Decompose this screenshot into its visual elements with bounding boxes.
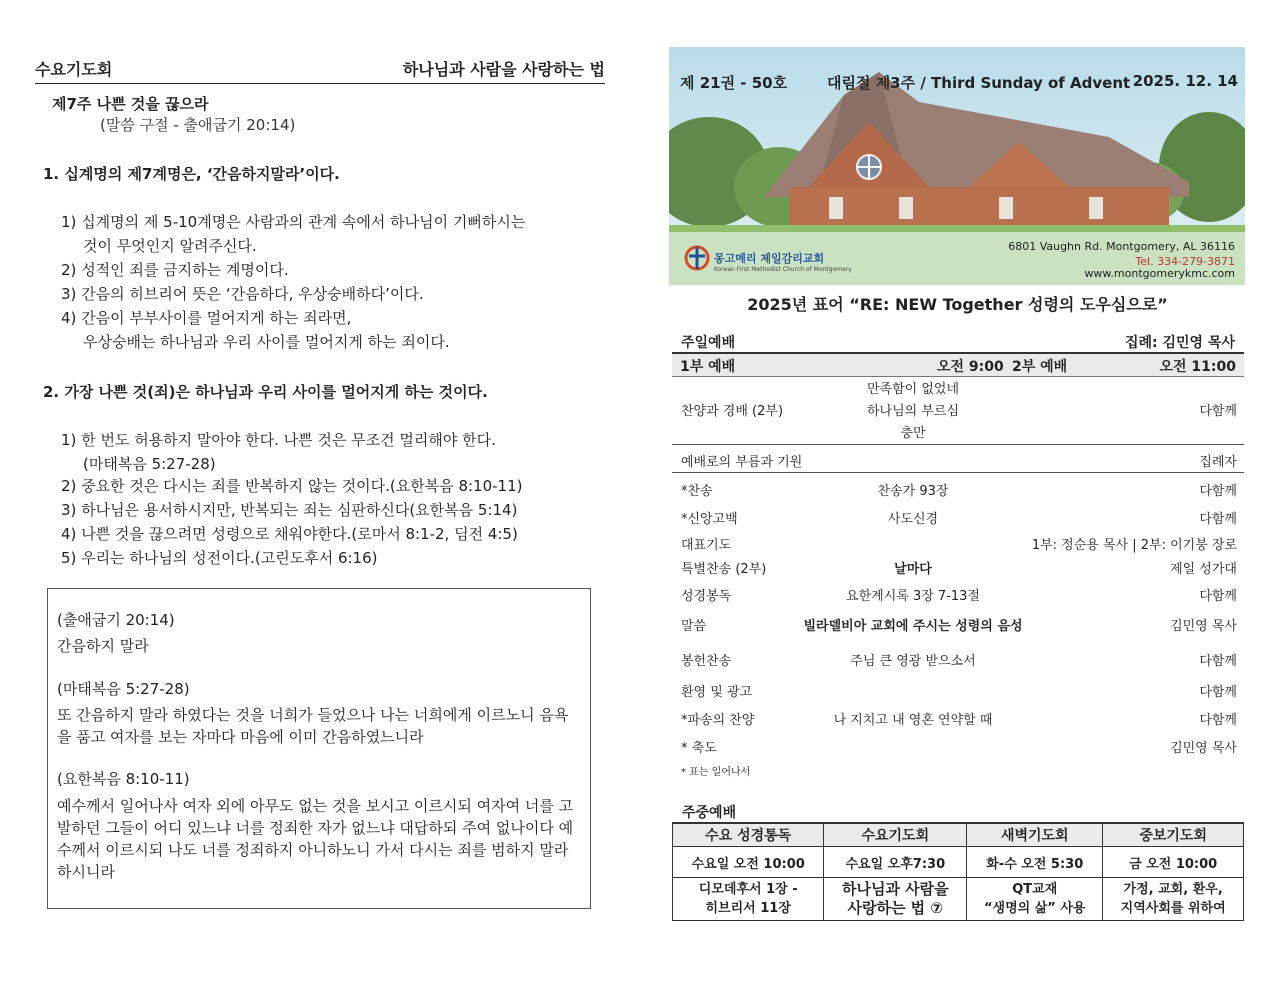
praise-song-3: 충만 — [900, 426, 926, 441]
weekday-time: 화-수 오전 5:30 — [967, 847, 1103, 878]
weekday-desc — [967, 878, 1103, 921]
order-item: 특별찬송 (2부) — [681, 562, 767, 577]
item-number: 4) — [61, 309, 77, 327]
weekday-desc — [673, 878, 824, 921]
weekday-time: 금 오전 10:00 — [1103, 847, 1244, 878]
header-right-title: 하나님과 사람을 사랑하는 법 — [402, 60, 605, 79]
weekday-desc — [1103, 878, 1244, 921]
item-number: 3) — [61, 501, 77, 519]
church-phone: Tel. 334-279-3871 — [1135, 255, 1235, 268]
order-divider — [672, 472, 1244, 473]
church-name-ko: 몽고메리 제일감리교회 — [714, 252, 825, 265]
order-item: 말씀 — [681, 619, 707, 634]
stand-note: * 표는 일어나서 — [681, 767, 751, 778]
order-by: 집례자 — [1199, 455, 1237, 470]
weekday-header: 새벽기도회 — [967, 823, 1103, 847]
section1-item-3 — [61, 282, 424, 306]
scripture-text-2: 또 간음하지 말라 하였다는 것을 너희가 들었으나 나는 너희에게 이르노니 음욕을 품고 여자를 보는 자마다 마음에 이미 간음하였느니라 — [57, 706, 569, 746]
section2-item-2 — [61, 474, 523, 498]
section1-item-4 — [61, 306, 450, 354]
item-text-cont: 것이 무엇인지 알려주신다. — [83, 237, 257, 255]
item-text: 십계명의 제 5-10계명은 사람과의 관계 속에서 하나님이 기뻐하시는 — [81, 213, 526, 231]
order-by: 김민영 목사 — [1170, 741, 1237, 756]
desc-line: 디모데후서 1장 - — [698, 882, 798, 897]
item-text-cont: 우상숭배는 하나님과 우리 사이를 멀어지게 하는 죄이다. — [83, 333, 450, 351]
praise-song-2: 하나님의 부르심 — [866, 404, 960, 419]
order-content: 사도신경 — [887, 512, 939, 527]
item-number: 4) — [61, 525, 77, 543]
advent-sunday: 대림절 제3주 / Third Sunday of Advent — [827, 74, 1131, 92]
desc-line: 하나님과 사람을 — [841, 880, 949, 898]
item-text: 우리는 하나님의 성전이다.(고린도후서 6:16) — [81, 549, 378, 567]
scripture-ref-3: (요한복음 8:10-11) — [57, 770, 190, 788]
desc-line: 지역사회를 위하여 — [1120, 901, 1226, 916]
weekday-header: 수요기도회 — [824, 823, 967, 847]
order-by: 다함께 — [1199, 404, 1237, 419]
item-text: 성적인 죄를 금지하는 계명이다. — [81, 261, 289, 279]
order-by: 다함께 — [1199, 685, 1237, 700]
service2-time: 오전 11:00 — [1159, 359, 1236, 375]
order-item: 대표기도 — [681, 538, 732, 553]
scripture-ref-2: (마태복음 5:27-28) — [57, 680, 190, 698]
item-number: 1) — [61, 431, 77, 449]
item-text-cont: (마태복음 5:27-28) — [83, 455, 216, 473]
sermon-title: 빌라델비아 교회에 주시는 성령의 음성 — [803, 619, 1023, 634]
item-text: 한 번도 허용하지 말아야 한다. 나쁜 것은 무조건 멀리해야 한다. — [81, 431, 496, 449]
item-text: 하나님은 용서하시지만, 반복되는 죄는 심판하신다(요한복음 5:14) — [81, 501, 518, 519]
section2-title: 2. 가장 나쁜 것(죄)은 하나님과 우리 사이를 멀어지게 하는 것이다. — [43, 383, 488, 401]
order-item: 성경봉독 — [681, 589, 732, 604]
section2-item-1 — [61, 428, 496, 476]
scripture-text-1: 간음하지 말라 — [57, 637, 149, 655]
church-name-en: Korean First Methodist Church of Montgomery — [714, 266, 852, 273]
section1-title: 1. 십계명의 제7계명은, ‘간음하지말라’이다. — [43, 165, 340, 183]
item-text: 중요한 것은 다시는 죄를 반복하지 않는 것이다.(요한복음 8:10-11) — [81, 477, 523, 495]
order-item: *신앙고백 — [681, 512, 738, 527]
weekday-desc — [824, 878, 967, 921]
order-content: 날마다 — [894, 562, 932, 577]
service1-time: 오전 9:00 — [937, 359, 1004, 375]
order-by: 다함께 — [1199, 589, 1237, 604]
order-item: *파송의 찬양 — [681, 713, 755, 728]
item-text: 간음이 부부사이를 멀어지게 하는 죄라면, — [81, 309, 352, 327]
scripture-text-3: 예수께서 일어나사 여자 외에 아무도 없는 것을 보시고 이르시되 여자여 너를 고발하던 그들이 어디 있느냐 너를 정죄한 자가 없느냐 대답하되 주여 없나이다 예수께서 이르시되 나도 너를 정죄하지 아니하노니 가서 다시는 죄를 범하지 말라 하시니라 — [57, 797, 574, 881]
weekday-schedule-table — [672, 822, 1244, 921]
church-address: 6801 Vaughn Rd. Montgomery, AL 36116 — [1008, 240, 1235, 253]
church-website[interactable]: www.montgomerykmc.com — [1084, 267, 1235, 280]
order-divider — [672, 444, 1244, 445]
scripture-ref-1: (출애굽기 20:14) — [57, 611, 175, 629]
order-content: 찬송가 93장 — [877, 484, 949, 499]
item-number: 2) — [61, 477, 77, 495]
desc-line: QT교재 — [1012, 882, 1058, 897]
worship-leader: 집례: 김민영 목사 — [1124, 335, 1235, 351]
weekday-worship-title: 주중예배 — [682, 805, 737, 821]
order-by: 다함께 — [1199, 654, 1237, 669]
order-item: 봉헌찬송 — [681, 654, 732, 669]
weekday-header: 중보기도회 — [1103, 823, 1244, 847]
service2-label: 2부 예배 — [1012, 359, 1068, 375]
sunday-worship-title: 주일예배 — [681, 335, 736, 351]
order-by: 김민영 목사 — [1170, 619, 1237, 634]
desc-line: 사랑하는 법 ⑦ — [847, 899, 944, 917]
header-left-title: 수요기도회 — [35, 60, 113, 79]
order-content: 요한계시록 3장 7-13절 — [846, 589, 980, 604]
item-text: 나쁜 것을 끊으려면 성령으로 채워야한다.(로마서 8:1-2, 딤전 4:5) — [81, 525, 518, 543]
order-by: 1부: 정순용 목사 | 2부: 이기붕 장로 — [1031, 538, 1237, 553]
section2-item-4 — [61, 522, 518, 546]
section1-item-2 — [61, 258, 289, 282]
desc-line: 가정, 교회, 환우, — [1123, 882, 1223, 897]
item-number: 1) — [61, 213, 77, 231]
order-by: 다함께 — [1199, 713, 1237, 728]
item-text: 간음의 히브리어 뜻은 ‘간음하다, 우상숭배하다’이다. — [81, 285, 424, 303]
order-item: * 축도 — [681, 741, 717, 756]
scripture-box — [47, 588, 591, 909]
section2-item-5 — [61, 546, 378, 570]
item-number: 5) — [61, 549, 77, 567]
weekday-time: 수요일 오후7:30 — [824, 847, 967, 878]
annual-motto: 2025년 표어 “RE: NEW Together 성령의 도우심으로” — [747, 295, 1168, 314]
item-number: 2) — [61, 261, 77, 279]
order-by: 제일 성가대 — [1170, 562, 1237, 577]
bulletin-date: 2025. 12. 14 — [1132, 72, 1238, 90]
section2-item-3 — [61, 498, 517, 522]
order-item: *찬송 — [681, 484, 713, 499]
section1-item-1 — [61, 210, 525, 258]
order-by: 다함께 — [1199, 512, 1237, 527]
order-item: 예배로의 부름과 기원 — [681, 455, 803, 470]
item-number: 3) — [61, 285, 77, 303]
service-times-bar — [672, 352, 1244, 377]
church-logo-icon — [683, 244, 711, 272]
weekday-header: 수요 성경통독 — [673, 823, 824, 847]
verse-reference: (말씀 구절 - 출애굽기 20:14) — [100, 116, 296, 134]
left-header — [35, 55, 605, 84]
service1-label: 1부 예배 — [680, 359, 736, 375]
order-item: 환영 및 광고 — [681, 685, 753, 700]
order-content: 나 지치고 내 영혼 연약할 때 — [833, 713, 993, 728]
week-title: 제7주 나쁜 것을 끊으라 — [52, 95, 209, 113]
desc-line: 히브리서 11장 — [705, 901, 791, 916]
order-content: 주님 큰 영광 받으소서 — [850, 654, 976, 669]
weekday-time: 수요일 오전 10:00 — [673, 847, 824, 878]
order-by: 다함께 — [1199, 484, 1237, 499]
desc-line: “생명의 삶” 사용 — [984, 901, 1086, 916]
praise-song-1: 만족함이 없었네 — [866, 382, 960, 397]
order-item: 찬양과 경배 (2부) — [681, 404, 784, 419]
bulletin-volume: 제 21권 - 50호 — [680, 74, 788, 92]
